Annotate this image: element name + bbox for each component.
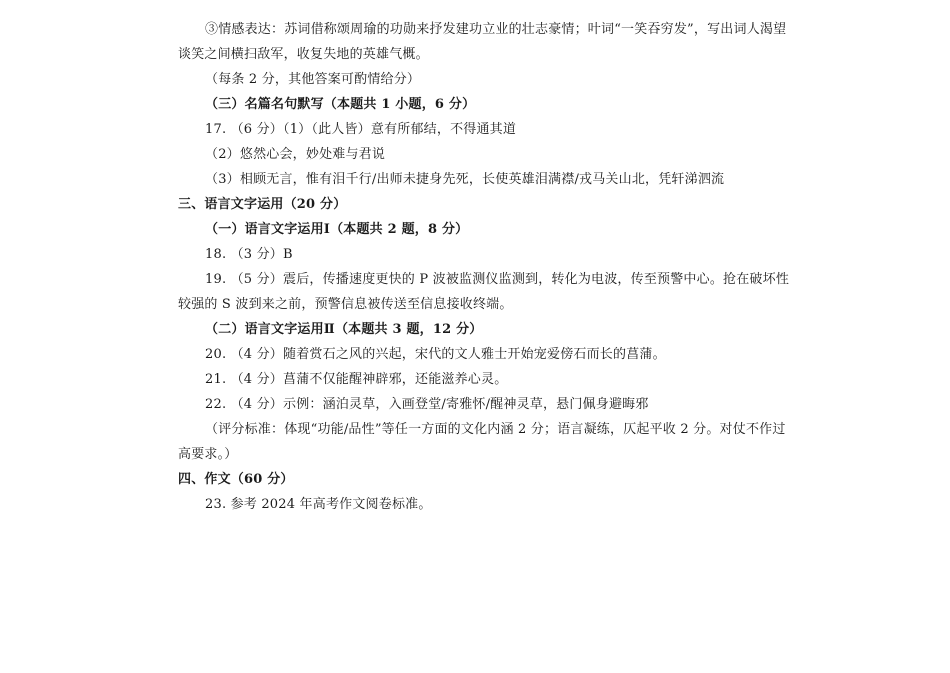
answer-line: 18. （3 分）B xyxy=(205,247,293,262)
answer-line: 21. （4 分）菖蒲不仅能醒神辟邪，还能滋养心灵。 xyxy=(205,372,508,387)
text-line: ③情感表达：苏词借称颂周瑜的功勋来抒发建功立业的壮志豪情；叶词“一笑吞穷发”，写出词人渴望 xyxy=(205,22,787,37)
text-line: （每条 2 分，其他答案可酌情给分） xyxy=(205,72,421,87)
text-line: 谈笑之间横扫敌军，收复失地的英雄气概。 xyxy=(178,47,429,62)
answer-line: （3）相顾无言，惟有泪千行/出师未捷身先死，长使英雄泪满襟/戎马关山北，凭轩涕泗流 xyxy=(205,172,725,187)
answer-line: 20. （4 分）随着赏石之风的兴起，宋代的文人雅士开始宠爱傍石而长的菖蒲。 xyxy=(205,347,666,362)
answer-line: 17. （6 分）（1）（此人皆）意有所郁结，不得通其道 xyxy=(205,122,517,137)
section-heading: （三）名篇名句默写（本题共 1 小题，6 分） xyxy=(205,97,476,112)
answer-line: 较强的 S 波到来之前，预警信息被传送至信息接收终端。 xyxy=(178,297,513,312)
scoring-note: 高要求。） xyxy=(178,447,238,462)
answer-line: 23. 参考 2024 年高考作文阅卷标准。 xyxy=(205,497,432,512)
scoring-note: （评分标准：体现“功能/品性”等任一方面的文化内涵 2 分；语言凝练，仄起平收 2 分。对仗不作过 xyxy=(205,422,786,437)
section-heading: 四、作文（60 分） xyxy=(178,472,294,487)
section-heading: （二）语言文字运用Ⅱ（本题共 3 题，12 分） xyxy=(205,322,483,337)
answer-line: 22. （4 分）示例：涵泊灵草，入画登堂/寄雅怀/醒神灵草，悬门佩身避晦邪 xyxy=(205,397,649,412)
section-heading: 三、语言文字运用（20 分） xyxy=(178,197,347,212)
answer-line: （2）悠然心会，妙处难与君说 xyxy=(205,147,386,162)
answer-line: 19. （5 分）震后，传播速度更快的 P 波被监测仪监测到，转化为电波，传至预警中心。抢在破坏性 xyxy=(205,272,790,287)
section-heading: （一）语言文字运用Ⅰ（本题共 2 题，8 分） xyxy=(205,222,469,237)
